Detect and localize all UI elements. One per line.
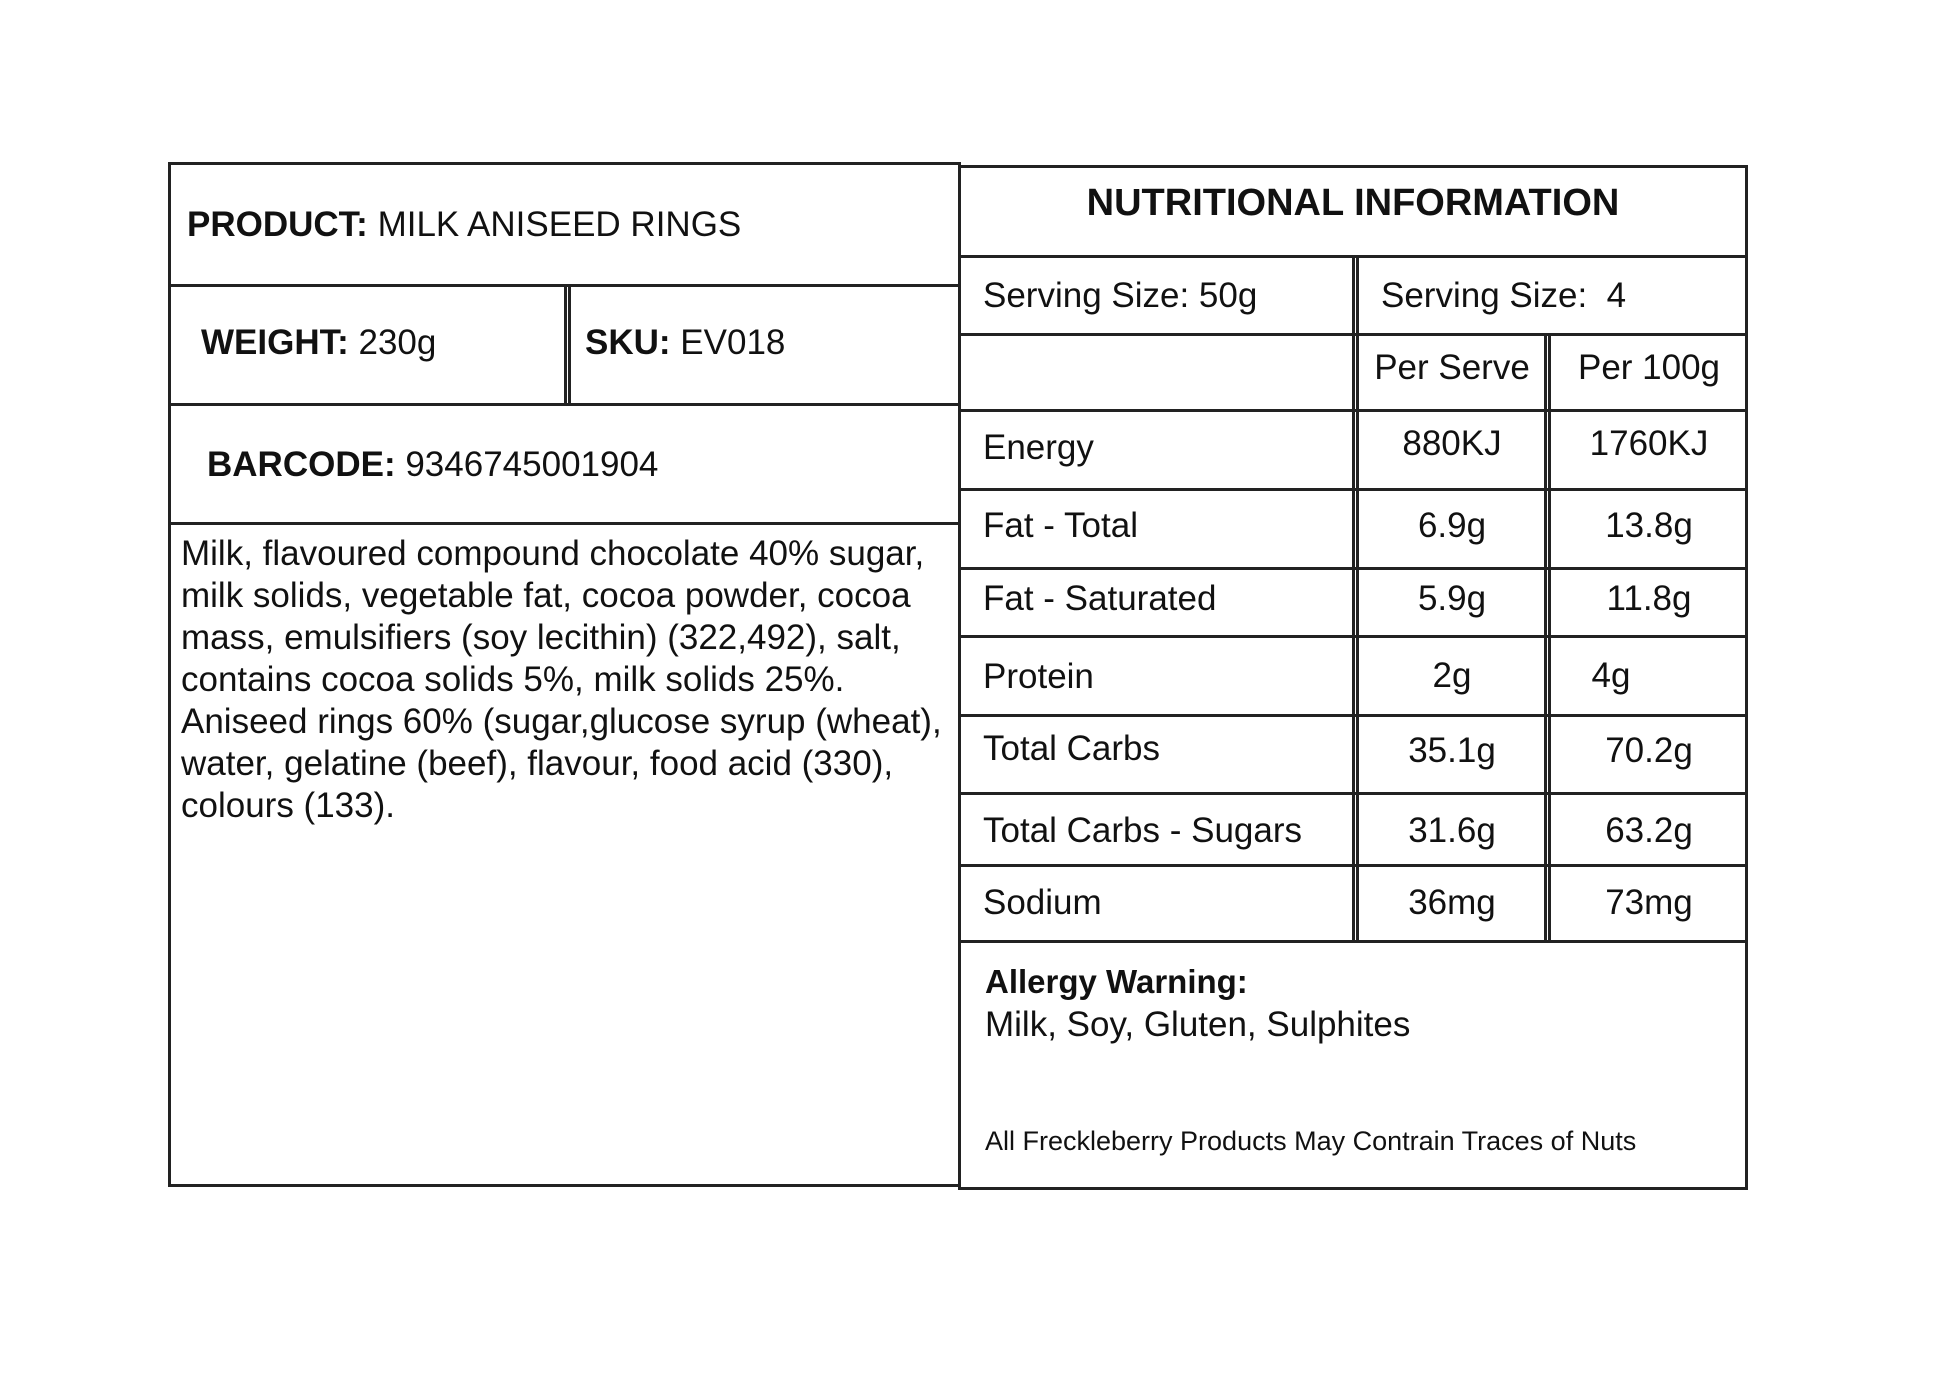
product-info-panel bbox=[168, 162, 961, 1187]
barcode-row bbox=[207, 447, 658, 482]
per-serve-value: 2g bbox=[1432, 656, 1472, 695]
per-100g-value: 1760KJ bbox=[1589, 424, 1709, 463]
barcode-value: 9346745001904 bbox=[405, 445, 659, 484]
per-100g-value: 63.2g bbox=[1605, 811, 1693, 850]
per-serve-value: 31.6g bbox=[1408, 811, 1496, 850]
weight-label: WEIGHT: bbox=[201, 323, 349, 362]
divider bbox=[1352, 255, 1355, 941]
weight-value: 230g bbox=[358, 323, 437, 362]
nut-traces-note: All Freckleberry Products May Contrain Traces of Nuts bbox=[985, 1126, 1637, 1156]
per-serve-value: 5.9g bbox=[1417, 579, 1487, 618]
divider bbox=[171, 522, 958, 525]
per-100g-value: 4g bbox=[1591, 656, 1631, 695]
product-value: MILK ANISEED RINGS bbox=[377, 205, 742, 244]
divider bbox=[1544, 333, 1547, 941]
per-serve-value: 6.9g bbox=[1417, 506, 1487, 545]
divider bbox=[564, 284, 567, 404]
sku-row bbox=[585, 325, 785, 360]
nutrient-name: Fat - Saturated bbox=[983, 579, 1217, 618]
allergen-list: Milk, Soy, Gluten, Sulphites bbox=[985, 1005, 1411, 1044]
col-header-per-100g: Per 100g bbox=[1577, 348, 1721, 387]
nutrition-title: NUTRITIONAL INFORMATION bbox=[1086, 182, 1620, 224]
sku-label: SKU: bbox=[585, 323, 671, 362]
per-100g-value: 73mg bbox=[1605, 883, 1693, 922]
per-100g-value: 70.2g bbox=[1605, 731, 1693, 770]
nutrient-name: Total Carbs - Sugars bbox=[983, 811, 1303, 850]
sku-value: EV018 bbox=[680, 323, 786, 362]
servings-per-pack-label: Serving Size: 4 bbox=[1381, 276, 1627, 315]
allergy-warning-title: Allergy Warning: bbox=[985, 963, 1248, 1000]
nutrition-panel bbox=[958, 165, 1748, 1190]
product-label: PRODUCT: bbox=[187, 205, 368, 244]
nutrient-name: Protein bbox=[983, 657, 1094, 696]
serving-size-label: Serving Size: 50g bbox=[983, 276, 1258, 315]
weight-row bbox=[201, 325, 436, 360]
product-name-row bbox=[187, 207, 741, 242]
per-100g-value: 11.8g bbox=[1606, 579, 1692, 618]
barcode-label: BARCODE: bbox=[207, 445, 396, 484]
ingredients-text: Milk, flavoured compound chocolate 40% sugar, milk solids, vegetable fat, cocoa powder, cocoa mass, emulsifiers (soy lecithin) (322,492), salt, contains cocoa solids 5%, milk solids 25%. Aniseed rings 60% (sugar,glucose syrup (wheat), water, gelatine (beef), flavour, food acid (330), colours (133). bbox=[181, 534, 942, 825]
per-serve-value: 36mg bbox=[1408, 883, 1496, 922]
divider bbox=[568, 284, 571, 404]
per-serve-value: 880KJ bbox=[1402, 424, 1502, 463]
divider bbox=[1548, 333, 1551, 941]
per-serve-value: 35.1g bbox=[1408, 731, 1496, 770]
per-100g-value: 13.8g bbox=[1605, 506, 1693, 545]
nutrient-name: Sodium bbox=[983, 883, 1102, 922]
col-header-per-serve: Per Serve bbox=[1374, 348, 1530, 387]
nutrient-name: Total Carbs bbox=[983, 729, 1161, 768]
nutrient-name: Energy bbox=[983, 428, 1094, 467]
nutrient-name: Fat - Total bbox=[983, 506, 1138, 545]
